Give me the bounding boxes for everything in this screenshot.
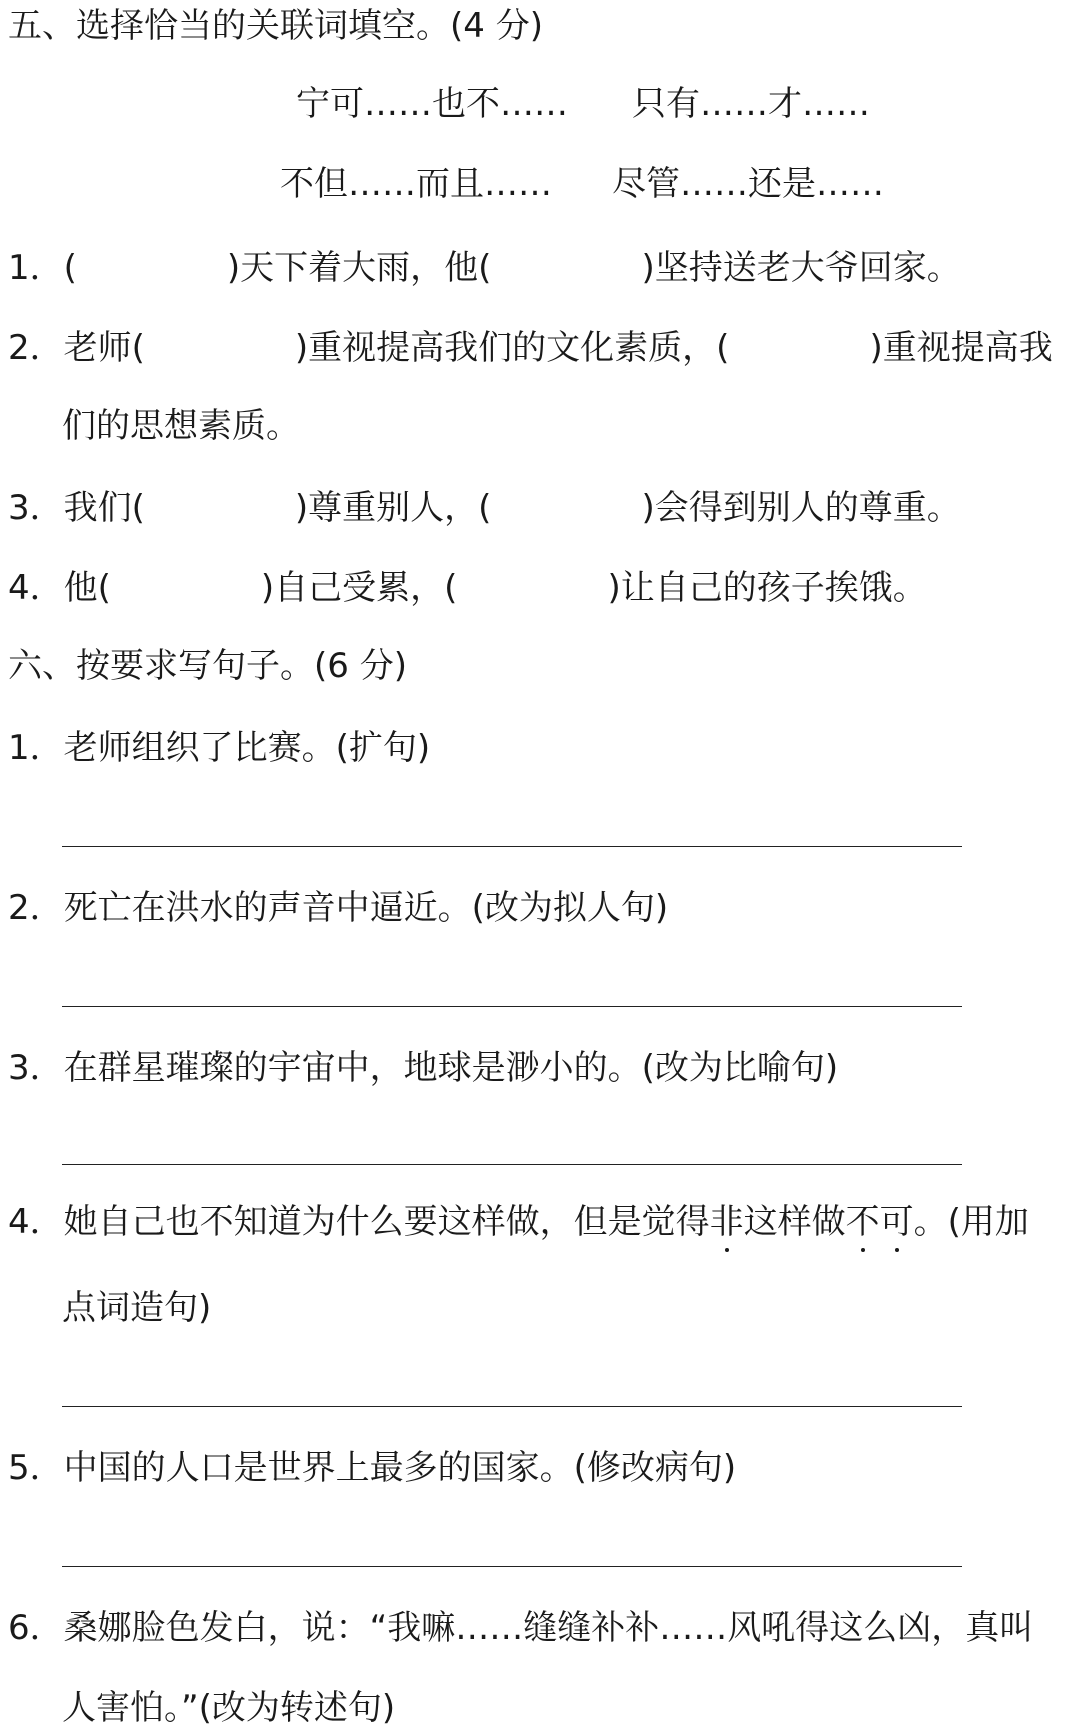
s6-question-6-cont: 人害怕。”(改为转述句) xyxy=(62,1688,396,1728)
option-jinguan: 尽管……还是…… xyxy=(612,164,884,204)
question-number: 4． xyxy=(8,568,64,608)
question-number: 3． xyxy=(8,488,64,528)
s6-question-6: 6．桑娜脸色发白，说：“我嘛……缝缝补补……风吼得这么凶，真叫 xyxy=(8,1608,1034,1648)
answer-line-3[interactable] xyxy=(62,1164,962,1165)
question-number: 1． xyxy=(8,728,64,768)
s6-question-5: 5．中国的人口是世界上最多的国家。(修改病句) xyxy=(8,1448,737,1488)
dotted-word-ke: 可 xyxy=(880,1198,914,1246)
question-number: 5． xyxy=(8,1448,64,1488)
s5-question-1: 1．( )天下着大雨，他( )坚持送老大爷回家。 xyxy=(8,248,961,288)
s6-question-3: 3．在群星璀璨的宇宙中，地球是渺小的。(改为比喻句) xyxy=(8,1048,839,1088)
section-6-title: 六、按要求写句子。(6 分) xyxy=(8,646,407,686)
question-number: 3． xyxy=(8,1048,64,1088)
question-number: 1． xyxy=(8,248,64,288)
answer-line-1[interactable] xyxy=(62,846,962,847)
s5-question-2-cont: 们的思想素质。 xyxy=(62,406,300,446)
answer-line-5[interactable] xyxy=(62,1566,962,1567)
answer-line-2[interactable] xyxy=(62,1006,962,1007)
section-5-title: 五、选择恰当的关联词填空。(4 分) xyxy=(8,6,543,46)
answer-line-4[interactable] xyxy=(62,1406,962,1407)
question-number: 2． xyxy=(8,328,64,368)
option-budan: 不但……而且…… xyxy=(280,164,552,204)
s6-question-2: 2．死亡在洪水的声音中逼近。(改为拟人句) xyxy=(8,888,669,928)
option-zhiyou: 只有……才…… xyxy=(632,84,870,124)
dotted-word-fei: 非 xyxy=(710,1198,744,1246)
question-number: 2． xyxy=(8,888,64,928)
s5-question-2: 2．老师( )重视提高我们的文化素质，( )重视提高我 xyxy=(8,328,1053,368)
s6-question-4: 4．她自己也不知道为什么要这样做，但是觉得非这样做不可。(用加 xyxy=(8,1198,1029,1246)
s6-question-4-cont: 点词造句) xyxy=(62,1288,212,1328)
s5-question-3: 3．我们( )尊重别人，( )会得到别人的尊重。 xyxy=(8,488,961,528)
s6-question-1: 1．老师组织了比赛。(扩句) xyxy=(8,728,431,768)
dotted-word-bu: 不 xyxy=(846,1198,880,1246)
question-number: 6． xyxy=(8,1608,64,1648)
option-ningke: 宁可……也不…… xyxy=(296,84,568,124)
s5-question-4: 4．他( )自己受累，( )让自己的孩子挨饿。 xyxy=(8,568,927,608)
question-number: 4． xyxy=(8,1202,64,1242)
